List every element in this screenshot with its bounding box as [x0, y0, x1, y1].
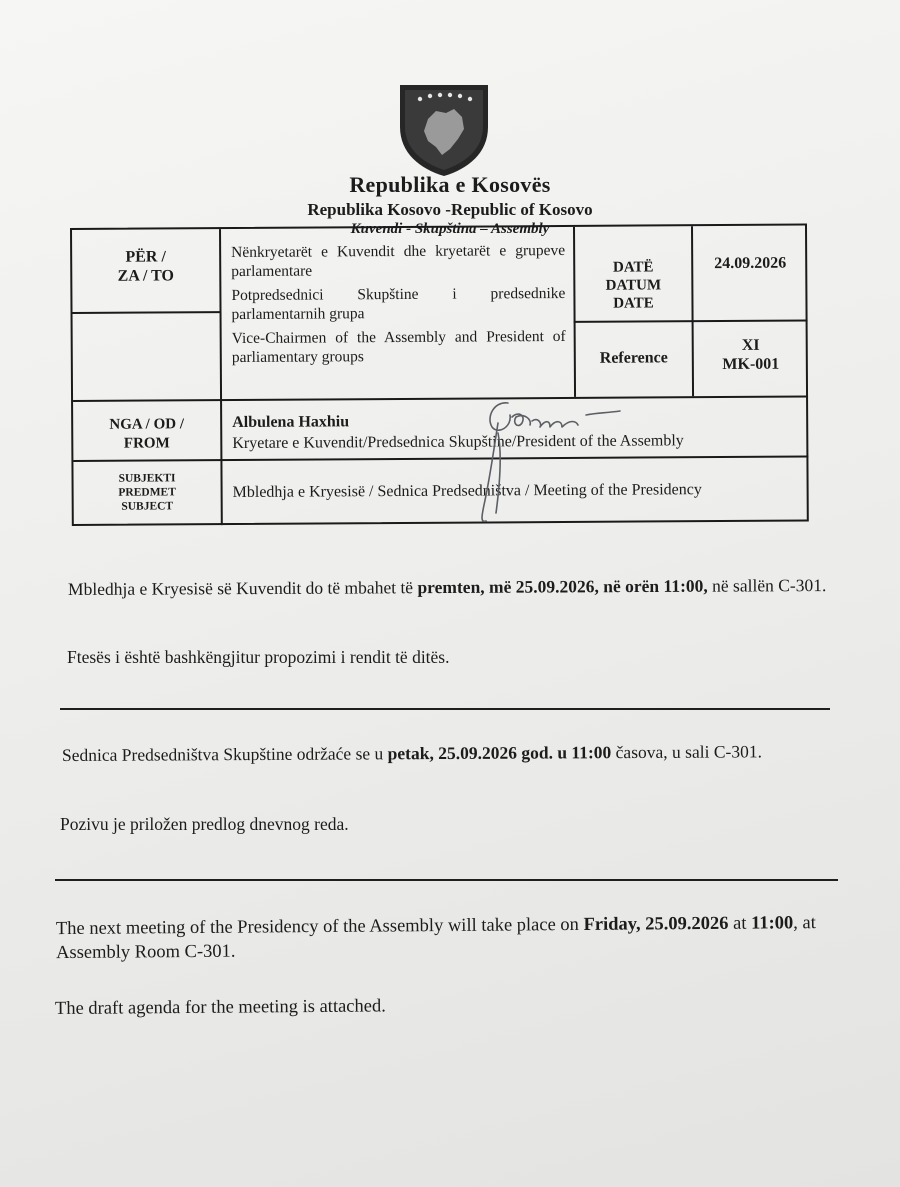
recipients-list [231, 241, 566, 372]
sender-name: Albulena Haxhiu [232, 413, 350, 432]
to-label: PËR / ZA / TO [117, 248, 175, 285]
date-value: 24.09.2026 [714, 254, 787, 273]
albanian-paragraph-2: Ftesës i është bashkëngjitur propozimi i rendit të ditës. [67, 647, 450, 667]
recipient-english: Vice-Chairmen of the Assembly and President of parliamentary groups [231, 327, 566, 367]
english-paragraph-2: The draft agenda for the meeting is attached. [54, 996, 386, 1020]
header-assembly: Kuvendi - Skupština – Assembly [350, 221, 550, 237]
serbian-paragraph-1: Sednica Predsedništva Skupštine održaće se u petak, 25.09.2026 god. u 11:00 časova, u sali C-301. [61, 741, 762, 766]
english-paragraph-1: The next meeting of the Presidency of the Assembly will take place on Friday, 25.09.2026 at 11:00, at Assembly Room C-301. [55, 913, 816, 964]
from-label: NGA / OD / FROM [109, 416, 185, 452]
kosovo-coat-of-arms-icon [398, 83, 490, 177]
date-label: DATË DATUM DATE [605, 259, 662, 312]
header-republic-serbian-english: Republika Kosovo -Republic of Kosovo [307, 200, 593, 219]
handwritten-signature [446, 393, 636, 533]
recipient-albanian: Nënkryetarët e Kuvendit dhe kryetarët e grupeve parlamentare [231, 241, 566, 281]
divider-2 [55, 879, 838, 881]
serbian-paragraph-2: Pozivu je priložen predlog dnevnog reda. [60, 814, 349, 834]
header-republic-albanian: Republika e Kosovës [349, 172, 551, 197]
divider-1 [60, 708, 830, 710]
recipient-serbian: Potpredsednici Skupštine i predsednike parlamentarnih grupa [231, 284, 566, 324]
memo-header-table [70, 223, 809, 525]
reference-label: Reference [599, 349, 668, 367]
reference-value: XI MK-001 [722, 336, 780, 374]
subject-value: Mbledhja e Kryesisë / Sednica Predsedništva / Meeting of the Presidency [232, 481, 702, 502]
albanian-paragraph-1: Mbledhja e Kryesisë së Kuvendit do të mbahet të premten, më 25.09.2026, në orën 11:00, në sallën C-301. [67, 575, 827, 600]
sender-title: Kryetare e Kuvendit/Predsednica Skupštine/President of the Assembly [232, 432, 684, 453]
subject-label: SUBJEKTI PREDMET SUBJECT [118, 472, 176, 513]
